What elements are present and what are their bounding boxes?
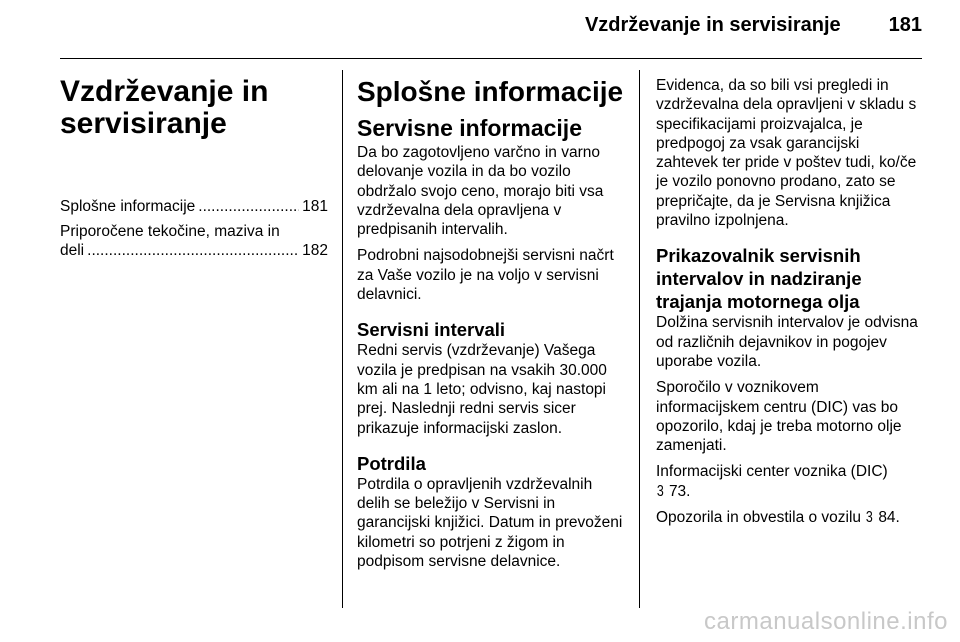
page-ref-arrow-icon: 3 [656, 482, 664, 500]
section-heading: Splošne informacije [357, 76, 624, 107]
column-toc [60, 76, 328, 266]
paragraph: Potrdila o opravljenih vzdrževalnih delih se beležijo v Servisni in garancijski knjižici. Datum in prevoženi kilometri so potrjeni z žigom in podpisom servisne delavnice. [357, 475, 623, 571]
paragraph: Dolžina servisnih intervalov je odvisna od različnih dejavnikov in pogojev uporabe vozila. [656, 314, 918, 370]
paragraph: Da bo zagotovljeno varčno in varno delovanje vozila in da bo vozilo obdržalo svojo ceno, morajo biti vsa vzdrževalna dela opravljena v predpisanih intervalih. [357, 144, 604, 239]
column-service-display [656, 76, 924, 534]
paragraph: Sporočilo v voznikovem informacijskem centru (DIC) vas bo opozorilo, kdaj je treba motorno olje zamenjati. [656, 379, 902, 455]
leader-dots [87, 241, 299, 260]
toc-item-general-info[interactable]: Splošne informacije ..... 181 [60, 197, 328, 216]
header-rule [60, 58, 922, 59]
page-header [60, 14, 922, 50]
paragraph: Redni servis (vzdrževanje) Vašega vozila je predpisan na vsakih 30.000 km ali na 1 leto; odvisno, kaj nastopi prej. Naslednji redni servis sicer prikazuje informacijski zaslon. [357, 342, 607, 437]
subheading-service-intervals: Servisni intervali [357, 319, 506, 341]
subheading-confirmations: Potrdila [357, 452, 426, 474]
leader-dots [198, 197, 299, 216]
page-number: 181 [888, 14, 922, 36]
paragraph: Podrobni najsodobnejši servisni načrt za Vaše vozilo je na voljo v servisni delavnici. [357, 247, 614, 304]
paragraph: Evidenca, da so bili vsi pregledi in vzdrževalna dela opravljeni v skladu s specifikacijami proizvajalca, je predpogoj za vsak garancijski zahtevek ter pride v poštev tudi, ko/če je vozilo ponovno prodano, zato se prepričajte, da je Servisna knjižica pravilno izpolnjena. [656, 77, 917, 230]
toc-item-fluids[interactable]: Priporočene tekočine, maziva in deli ..... 182 [60, 222, 328, 260]
running-title: Vzdrževanje in servisiranje [584, 14, 841, 36]
column-general-info [357, 76, 629, 578]
page-ref-arrow-icon: 3 [866, 509, 874, 527]
column-divider-right [639, 70, 640, 608]
subsection-heading-service-info: Servisne informacije [357, 115, 582, 141]
column-divider-left [342, 70, 343, 608]
cross-reference-dic[interactable]: Informacijski center voznika (DIC) 3 73. [656, 463, 888, 500]
subheading-service-display: Prikazovalnik servisnih intervalov in nadziranje trajanja motornega olja [656, 245, 862, 313]
chapter-title: Vzdrževanje in servisiranje [60, 75, 269, 140]
cross-reference-warnings[interactable]: Opozorila in obvestila o vozilu 3 84. [656, 509, 900, 527]
watermark: carmanualsonline.info [704, 608, 948, 635]
